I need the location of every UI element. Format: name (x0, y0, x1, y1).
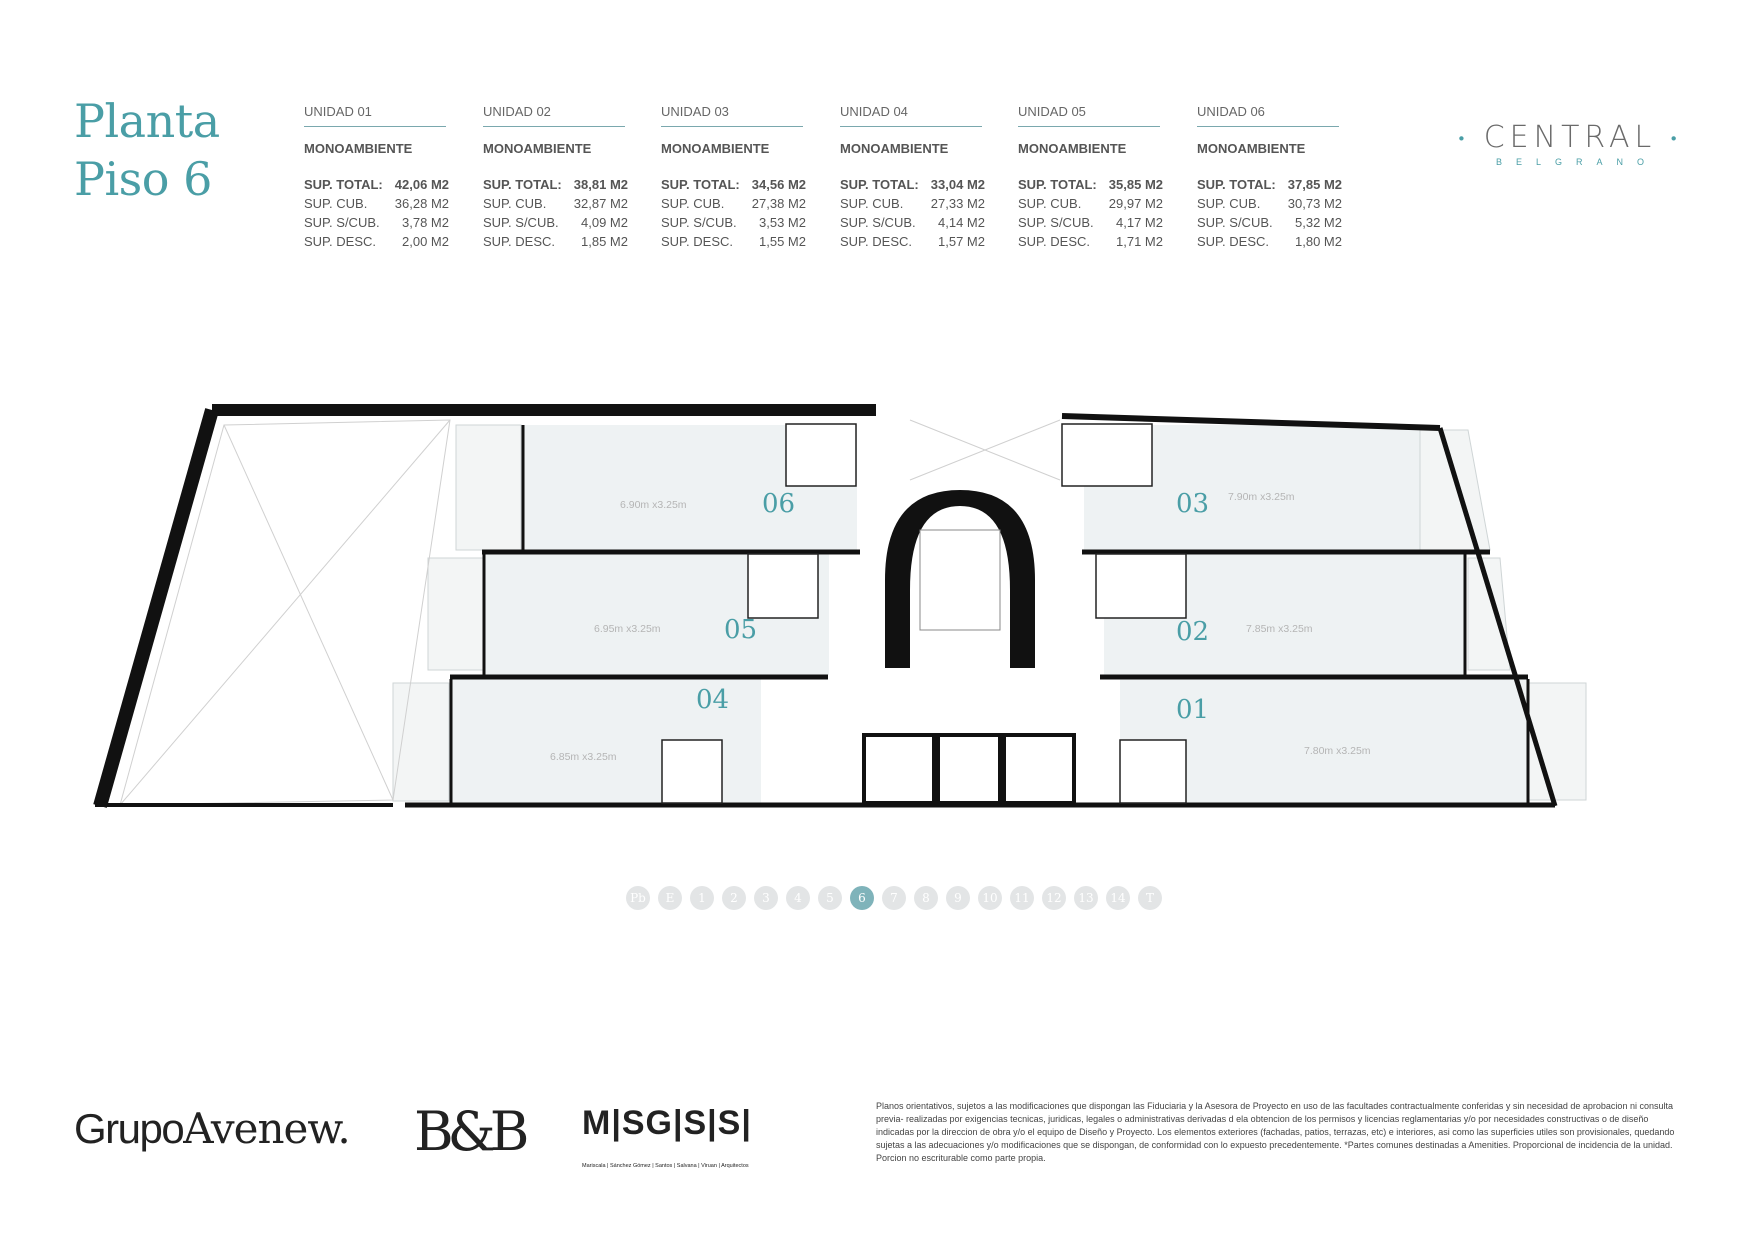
unit-total-value: 34,56 M2 (751, 177, 806, 192)
dot-icon: • (1458, 128, 1470, 148)
floor-button-5[interactable]: 5 (818, 886, 842, 910)
unit-scub-label: SUP. S/CUB. (483, 215, 559, 230)
floor-button-9[interactable]: 9 (946, 886, 970, 910)
floor-button-t[interactable]: T (1138, 886, 1162, 910)
unit-name: UNIDAD 04 (840, 104, 982, 127)
elevator-2 (938, 735, 1000, 803)
title-line-2: Piso 6 (74, 152, 212, 206)
core (864, 490, 1074, 803)
unit-type: MONOAMBIENTE (304, 141, 413, 156)
title-line-1: Planta (74, 94, 220, 148)
unit-total-value: 33,04 M2 (930, 177, 985, 192)
unit-type: MONOAMBIENTE (661, 141, 770, 156)
unit-cub-label: SUP. CUB. (304, 196, 368, 211)
brand-name: CENTRAL (1483, 120, 1657, 155)
room-number-05: 05 (724, 615, 758, 645)
unit-desc-value: 2,00 M2 (402, 234, 449, 249)
unit-cub-value: 36,28 M2 (394, 196, 449, 211)
unit-type: MONOAMBIENTE (1018, 141, 1127, 156)
unit-cub-value: 30,73 M2 (1287, 196, 1342, 211)
unit-scub-value: 3,78 M2 (402, 215, 449, 230)
floor-selector (626, 886, 1162, 910)
unit-total-label: SUP. TOTAL: (304, 177, 383, 192)
unit-desc-value: 1,55 M2 (759, 234, 806, 249)
unit-total-value: 42,06 M2 (394, 177, 449, 192)
room-dims-05: 6.95m x3.25m (594, 623, 661, 635)
unit-name: UNIDAD 01 (304, 104, 446, 127)
terrace-05 (428, 558, 483, 670)
room-dims-01: 7.80m x3.25m (1304, 745, 1371, 757)
logo1-part-a: Grupo (74, 1105, 184, 1152)
floor-button-14[interactable]: 14 (1106, 886, 1130, 910)
unit-desc-label: SUP. DESC. (483, 234, 556, 249)
stair-flight (920, 530, 1000, 630)
unit-cub-label: SUP. CUB. (1197, 196, 1261, 211)
floor-button-2[interactable]: 2 (722, 886, 746, 910)
unit-total-value: 37,85 M2 (1287, 177, 1342, 192)
msgss-logo: M|SG|S|S| (582, 1104, 752, 1142)
unit-cub-label: SUP. CUB. (661, 196, 725, 211)
floor-button-7[interactable]: 7 (882, 886, 906, 910)
grupo-avenew-logo (74, 1104, 350, 1153)
unit-total-label: SUP. TOTAL: (840, 177, 919, 192)
room-dims-03: 7.90m x3.25m (1228, 491, 1295, 503)
unit-scub-label: SUP. S/CUB. (840, 215, 916, 230)
unit-cub-label: SUP. CUB. (840, 196, 904, 211)
unit-scub-label: SUP. S/CUB. (1197, 215, 1273, 230)
unit-desc-label: SUP. DESC. (840, 234, 913, 249)
room-number-06: 06 (762, 489, 796, 519)
unit-type: MONOAMBIENTE (483, 141, 592, 156)
unit-name: UNIDAD 02 (483, 104, 625, 127)
unit-desc-label: SUP. DESC. (1018, 234, 1091, 249)
unit-scub-label: SUP. S/CUB. (1018, 215, 1094, 230)
room-dims-02: 7.85m x3.25m (1246, 623, 1313, 635)
msgss-logo-sub: Mariscala | Sánchez Gómez | Santos | Salvana | Viruan | Arquitectos (582, 1163, 749, 1169)
logo1-part-b: Avenew. (183, 1104, 350, 1153)
unit-cub-value: 27,38 M2 (751, 196, 806, 211)
unit-desc-value: 1,80 M2 (1295, 234, 1342, 249)
unit-desc-label: SUP. DESC. (304, 234, 377, 249)
unit-desc-value: 1,71 M2 (1116, 234, 1163, 249)
bathroom-02 (1096, 554, 1186, 618)
brand-sub: BELGRANO (1495, 157, 1658, 167)
terrace-03 (1420, 430, 1490, 550)
floor-button-6-active[interactable]: 6 (850, 886, 874, 910)
unit-type: MONOAMBIENTE (840, 141, 949, 156)
unit-total-label: SUP. TOTAL: (661, 177, 740, 192)
unit-desc-label: SUP. DESC. (1197, 234, 1270, 249)
floor-button-12[interactable]: 12 (1042, 886, 1066, 910)
west-wall (100, 410, 212, 806)
room-number-03: 03 (1176, 489, 1210, 519)
unit-scub-label: SUP. S/CUB. (304, 215, 380, 230)
room-dims-06: 6.90m x3.25m (620, 499, 687, 511)
unit-cub-value: 32,87 M2 (573, 196, 628, 211)
room-dims-04: 6.85m x3.25m (550, 751, 617, 763)
elevator-1 (864, 735, 934, 803)
unit-cub-label: SUP. CUB. (1018, 196, 1082, 211)
unit-scub-value: 4,09 M2 (581, 215, 628, 230)
floor-button-1[interactable]: 1 (690, 886, 714, 910)
floor-button-11[interactable]: 11 (1010, 886, 1034, 910)
terrace-02 (1468, 558, 1510, 670)
unit-desc-value: 1,85 M2 (581, 234, 628, 249)
bathroom-04 (662, 740, 722, 803)
unit-total-label: SUP. TOTAL: (1018, 177, 1097, 192)
floor-button-13[interactable]: 13 (1074, 886, 1098, 910)
floor-button-e[interactable]: E (658, 886, 682, 910)
floor-button-10[interactable]: 10 (978, 886, 1002, 910)
unit-total-label: SUP. TOTAL: (1197, 177, 1276, 192)
room-number-02: 02 (1176, 617, 1210, 647)
floor-button-3[interactable]: 3 (754, 886, 778, 910)
disclaimer-text: Planos orientativos, sujetos a las modificaciones que dispongan las Fiduciaria y la Asesora de Proyecto en uso de las facultades contractualmente conferidas y sin necesidad de aprobacion ni consulta previa- realizadas por exigencias tecnicas, juridicas, legales o administrativas derivadas d ela obtencion de los permisos y licencias reglamentarias y/o por necesidades constructivas o de diseño indicadas por la direccion de obra y/o el equipo de Diseño y Proyecto. Los elementos exteriores (fachadas, patios, terrazas, etc) e interiores, asi como las superficies utiles son provisionales, quedando sujetas a las adecuaciones y/o modificaciones que se dispongan, de conformidad con lo expuesto precedentemente. *Partes comunes destinadas a Amenities. Proporcional de incidencia de la unidad. Porcion no escriturable como parte propia. (876, 1101, 1675, 1163)
unit-name: UNIDAD 03 (661, 104, 803, 127)
floor-button-8[interactable]: 8 (914, 886, 938, 910)
bathroom-05 (748, 554, 818, 618)
unit-total-value: 35,85 M2 (1108, 177, 1163, 192)
unit-scub-label: SUP. S/CUB. (661, 215, 737, 230)
unit-cub-value: 27,33 M2 (930, 196, 985, 211)
bathroom-03 (1062, 424, 1152, 486)
bathroom-01 (1120, 740, 1186, 803)
unit-total-value: 38,81 M2 (573, 177, 628, 192)
terrace-06 (456, 425, 521, 550)
unit-scub-value: 3,53 M2 (759, 215, 806, 230)
bb-logo: B&B (414, 1100, 524, 1163)
elevator-3 (1004, 735, 1074, 803)
unit-type: MONOAMBIENTE (1197, 141, 1306, 156)
floor-button-4[interactable]: 4 (786, 886, 810, 910)
unit-desc-label: SUP. DESC. (661, 234, 734, 249)
unit-scub-value: 4,17 M2 (1116, 215, 1163, 230)
floor-button-pb[interactable]: Pb (626, 886, 650, 910)
unit-desc-value: 1,57 M2 (938, 234, 985, 249)
bathroom-06 (786, 424, 856, 486)
unit-total-label: SUP. TOTAL: (483, 177, 562, 192)
unit-scub-value: 5,32 M2 (1295, 215, 1342, 230)
unit-name: UNIDAD 05 (1018, 104, 1160, 127)
room-number-01: 01 (1176, 695, 1210, 725)
unit-scub-value: 4,14 M2 (938, 215, 985, 230)
dot-icon: • (1670, 128, 1682, 148)
unit-cub-value: 29,97 M2 (1108, 196, 1163, 211)
unit-cub-label: SUP. CUB. (483, 196, 547, 211)
void-diagonal (224, 425, 393, 800)
unit-name: UNIDAD 06 (1197, 104, 1339, 127)
room-number-04: 04 (696, 685, 730, 715)
